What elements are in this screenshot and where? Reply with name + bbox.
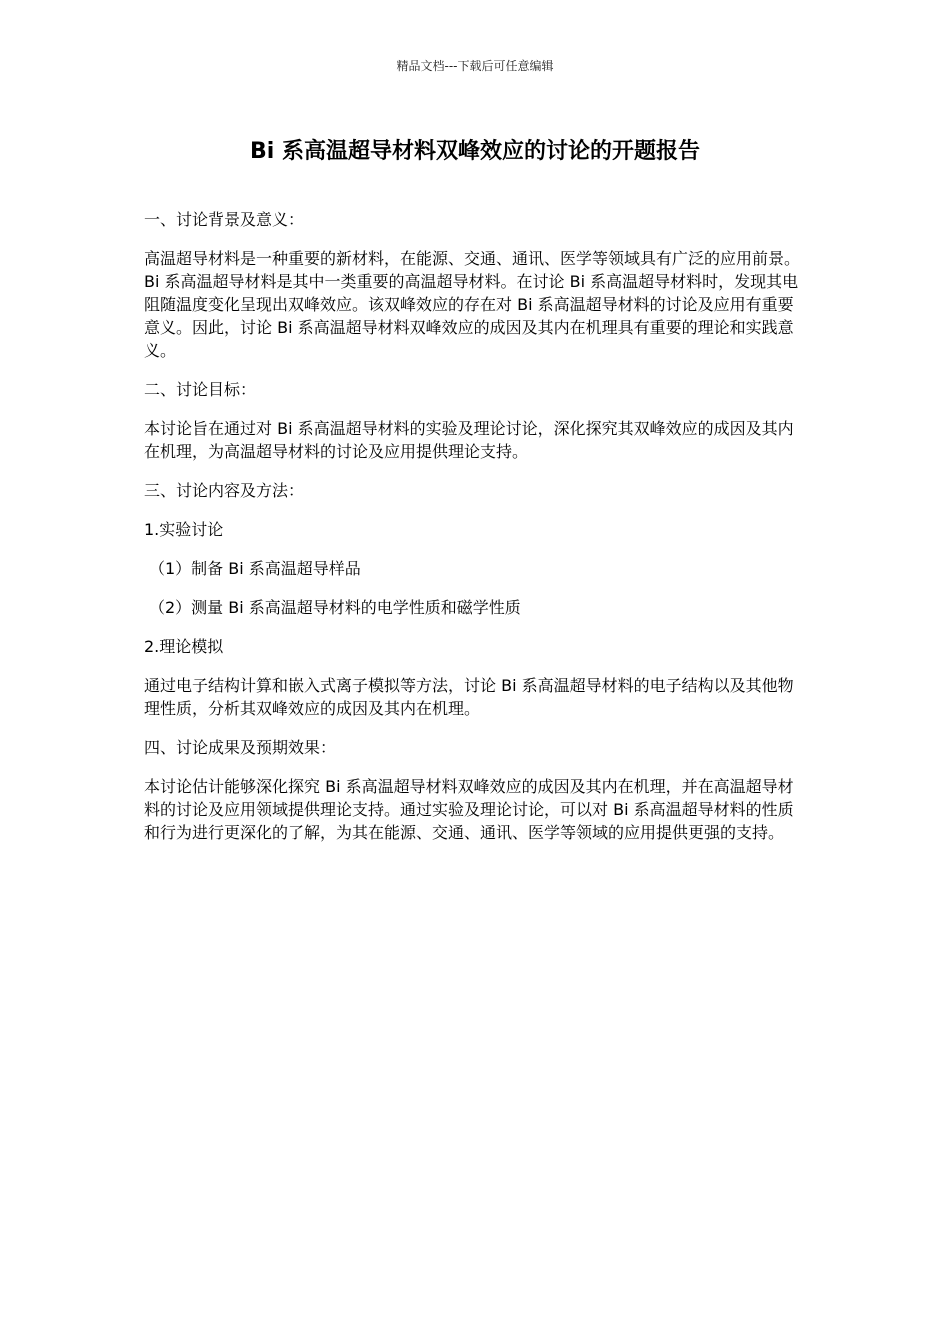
document-body	[144, 208, 808, 860]
document-title: Bi 系高温超导材料双峰效应的讨论的开题报告	[250, 139, 700, 164]
paragraph-outcomes: 本讨论估计能够深化探究 Bi 系高温超导材料双峰效应的成因及其内在机理，并在高温超导材料的讨论及应用领域提供理论支持。通过实验及理论讨论，可以对 Bi 系高温超导材料的性质和行为进行更深化的了解，为其在能源、交通、通讯、医学等领域的应用提供更强的支持。	[144, 777, 794, 842]
list-subitem-measure-properties: （2）测量 Bi 系高温超导材料的电学性质和磁学性质	[149, 598, 521, 617]
paragraph-goals: 本讨论旨在通过对 Bi 系高温超导材料的实验及理论讨论，深化探究其双峰效应的成因及其内在机理，为高温超导材料的讨论及应用提供理论支持。	[144, 419, 794, 461]
paragraph-background: 高温超导材料是一种重要的新材料，在能源、交通、通讯、医学等领域具有广泛的应用前景。Bi 系高温超导材料是其中一类重要的高温超导材料。在讨论 Bi 系高温超导材料时，发现其电阻随温度变化呈现出双峰效应。该双峰效应的存在对 Bi 系高温超导材料的讨论及应用有重要意义。因此，讨论 Bi 系高温超导材料双峰效应的成因及其内在机理具有重要的理论和实践意义。	[144, 249, 801, 360]
list-item-experiment: 1.实验讨论	[144, 520, 224, 539]
section-heading-goals: 二、讨论目标：	[144, 380, 257, 399]
list-item-simulation: 2.理论模拟	[144, 637, 224, 656]
section-heading-methods: 三、讨论内容及方法：	[144, 481, 305, 500]
page-header: 精品文档---下载后可任意编辑	[396, 59, 554, 73]
list-subitem-prepare-sample: （1）制备 Bi 系高温超导样品	[149, 559, 361, 578]
section-heading-outcomes: 四、讨论成果及预期效果：	[144, 738, 337, 757]
paragraph-simulation: 通过电子结构计算和嵌入式离子模拟等方法，讨论 Bi 系高温超导材料的电子结构以及其他物理性质，分析其双峰效应的成因及其内在机理。	[144, 676, 794, 718]
section-heading-background: 一、讨论背景及意义：	[144, 210, 305, 229]
